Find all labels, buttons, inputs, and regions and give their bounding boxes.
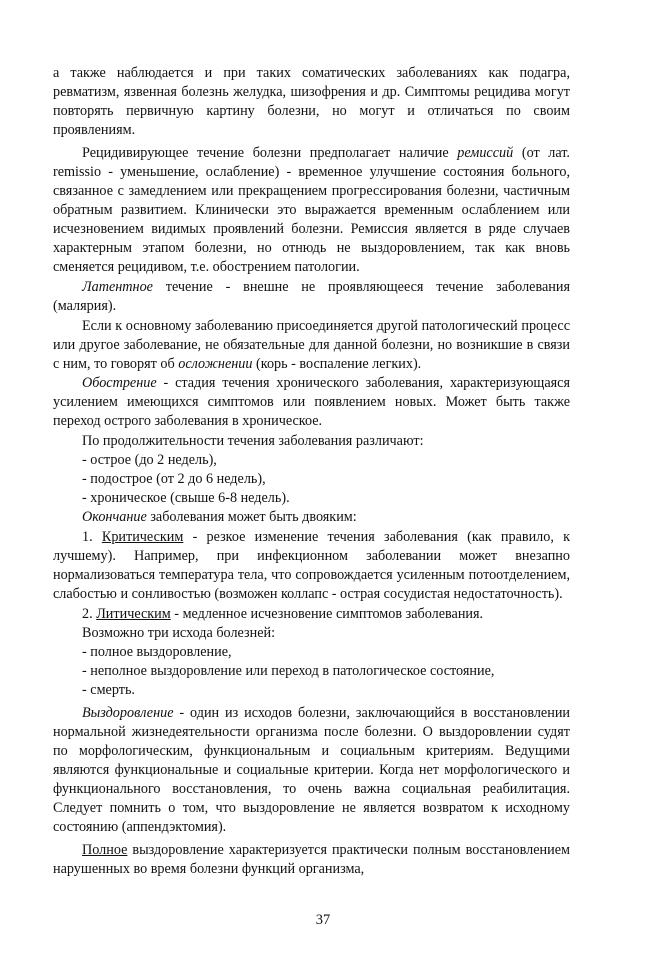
text: выздоровление характеризуется практически полным восстановлением нарушенных во время болезни функций организма, bbox=[53, 842, 570, 877]
text: (от лат. remissio - уменьшение, ослабление) - временное улучшение состояния больного, связанное с замедлением или прекращением прогрессирования болезни, частичным обратным развитием. Клинически это выражается временным ослаблением или исчезновением видимых проявлений болезни. Ремиссия является в ряде случаев характерным этапом болезни, но отнюдь не выздоровлением, так как вновь сменяется рецидивом, т.е. обострением патологии. bbox=[53, 145, 570, 275]
paragraph-lytic bbox=[53, 605, 570, 624]
term-remission: ремиссий bbox=[457, 145, 514, 161]
text: - медленное исчезновение симптомов заболевания. bbox=[170, 606, 484, 622]
text: Рецидивирующее течение болезни предполагает наличие bbox=[82, 145, 458, 161]
text: - стадия течения хронического заболевания, характеризующаяся усилением имеющихся симптомов или появлением новых. Может быть также переход острого заболевания в хроническое. bbox=[53, 375, 570, 429]
text: - один из исходов болезни, заключающийся в восстановлении нормальной жизнедеятельности организма после болезни. О выздоровлении судят по морфологическим, функциональным и социальным критериям. Ведущими являются функциональные и социальные критерии. Когда нет морфологического и функционального восстановления, то очень важна социальная реабилитация. Следует помнить о том, что выздоровление не является возвратом к исходному состоянию (аппендэктомия). bbox=[53, 705, 570, 835]
list-item-duration: - подострое (от 2 до 6 недель), bbox=[82, 471, 266, 487]
term-critical: Критическим bbox=[101, 529, 184, 545]
term-recovery: Выздоровление bbox=[82, 705, 174, 721]
list-item-duration: - хроническое (свыше 6-8 недель). bbox=[82, 490, 290, 506]
text: (корь - воспаление легких). bbox=[252, 356, 422, 372]
list-item-outcome: - смерть. bbox=[82, 682, 135, 698]
paragraph-outcomes-intro: Возможно три исхода болезней: bbox=[82, 625, 276, 641]
text: заболевания может быть двояким: bbox=[146, 509, 357, 525]
term-exacerbation: Обострение bbox=[82, 375, 157, 391]
page-number: 37 bbox=[315, 912, 331, 928]
paragraph-1: а также наблюдается и при таких соматических заболеваниях как подагра, ревматизм, язвенная болезнь желудка, шизофрения и др. Симптомы рецидива могут повторять первичную картину болезни, но могут и отличаться по своим проявлениям. bbox=[53, 65, 570, 138]
text: - резкое изменение течения заболевания (как правило, к лучшему). Например, при инфекционном заболевании может внезапно нормализоваться температура тела, что сопровождается усиленным потоотделением, слабостью и сонливостью (возможен коллапс - острая сосудистая недостаточность). bbox=[53, 529, 571, 602]
paragraph-complication bbox=[53, 317, 570, 374]
term-lytic: Литическим bbox=[96, 606, 171, 622]
paragraph-latent bbox=[53, 278, 570, 316]
page-text bbox=[53, 64, 570, 879]
paragraph-duration-intro: По продолжительности течения заболевания различают: bbox=[82, 433, 424, 449]
text: течение - внешне не проявляющееся течение заболевания (малярия). bbox=[53, 279, 570, 314]
list-item-outcome: - полное выздоровление, bbox=[82, 644, 232, 660]
term-complication: осложнении bbox=[178, 356, 253, 372]
list-item-outcome: - неполное выздоровление или переход в патологическое состояние, bbox=[82, 663, 495, 679]
term-ending: Окончание bbox=[82, 509, 147, 525]
paragraph-full-recovery bbox=[53, 841, 570, 879]
paragraph-ending bbox=[53, 508, 570, 527]
term-full: Полное bbox=[82, 842, 128, 858]
paragraph-critical bbox=[53, 528, 570, 604]
text: Если к основному заболеванию присоединяется другой патологический процесс или другое заболевание, не обязательные для данной болезни, но возникшие в связи с ним, то говорят об bbox=[53, 318, 570, 372]
list-item-duration: - острое (до 2 недель), bbox=[82, 452, 217, 468]
paragraph-recovery bbox=[53, 704, 570, 837]
paragraph-exacerbation bbox=[53, 374, 570, 431]
paragraph-remission bbox=[53, 144, 570, 277]
term-latent: Латентное bbox=[82, 279, 153, 295]
text: 1. bbox=[82, 529, 102, 545]
text: 2. bbox=[82, 606, 97, 622]
